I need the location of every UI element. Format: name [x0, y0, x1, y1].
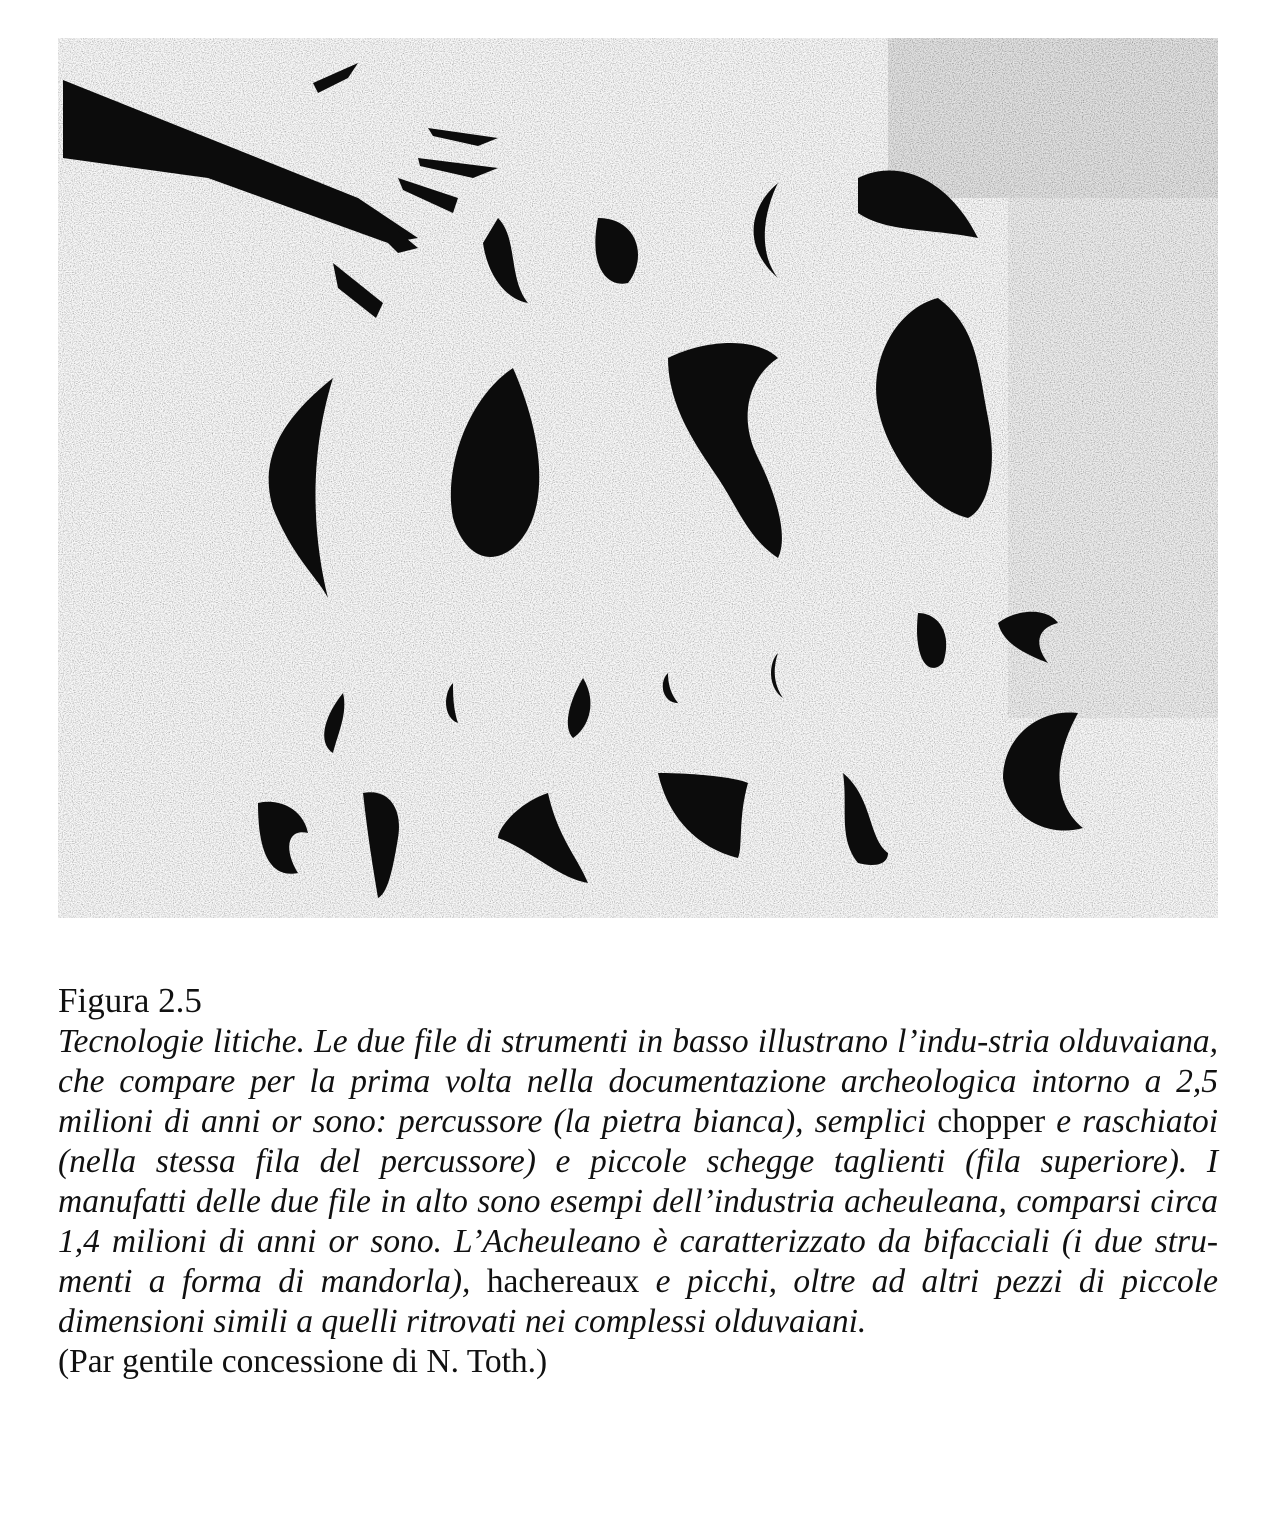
- caption-segment: e picchi, oltre ad altri pezzi di piccole dimensioni simili a quelli ritrovati nei complessi olduvaiani.: [58, 1263, 1218, 1340]
- caption-text: [58, 1022, 1218, 1342]
- stone-tools-illustration: [58, 38, 1218, 918]
- stone-tools-photo: [58, 38, 1218, 918]
- figure-credit: (Par gentile concessione di N. Toth.): [58, 1343, 548, 1380]
- caption-segment: e raschiatoi (nella stessa fila del percussore) e piccole schegge taglienti (fila superiore). I manufatti delle due file in alto sono esempi dell’industria acheuleana, comparsi circa 1,4 milioni di anni or sono. L’Acheuleano è caratterizzato da bifacciali (i due stru-menti a forma di mandorla),: [58, 1103, 1219, 1300]
- caption-segment: Tecnologie litiche. Le due file di strumenti in basso illustrano l’indu-stria olduvaiana, che compare per la prima volta nella documentazione archeologica intorno a 2,5 milioni di anni or sono: percussore (la pietra bianca), semplici: [58, 1023, 1218, 1140]
- figure-label: Figura 2.5: [58, 981, 202, 1020]
- caption-term-hachereaux: hachereaux: [486, 1263, 640, 1300]
- figure-caption: [58, 980, 1218, 1382]
- caption-term-chopper: chopper: [937, 1103, 1046, 1140]
